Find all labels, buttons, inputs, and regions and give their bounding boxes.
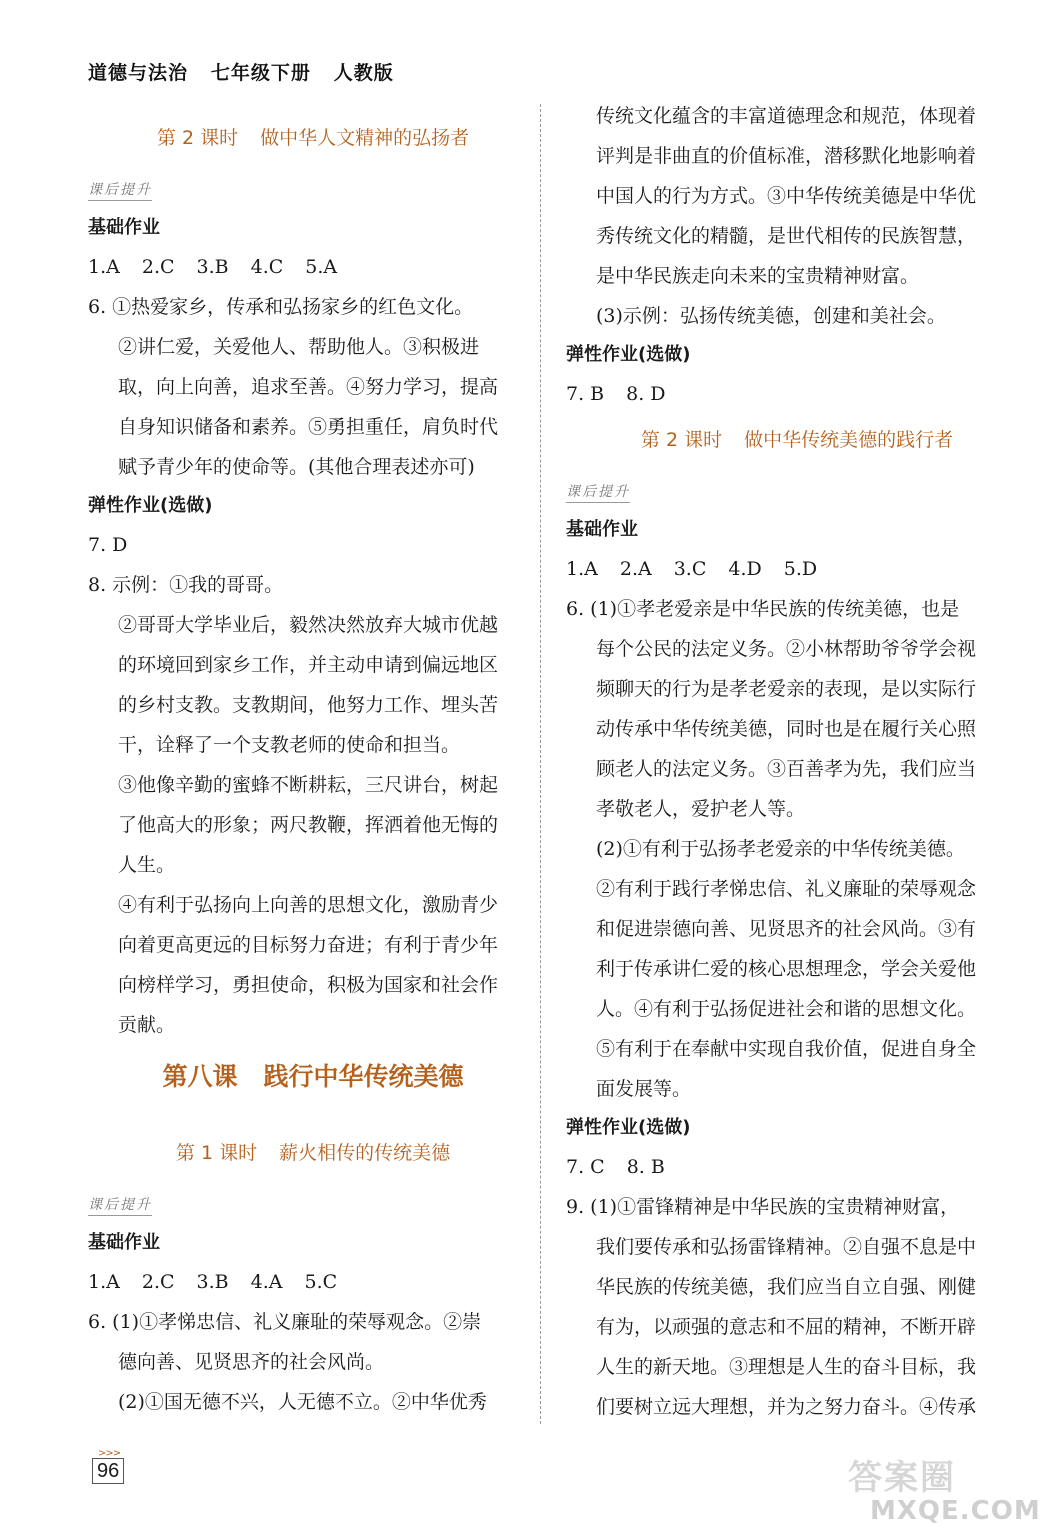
answer-line: 利于传承讲仁爱的核心思想理念，学会关爱他 [596,958,977,980]
answer-line: 8. 示例：①我的哥哥。 [88,574,284,596]
answer-line: ②有利于践行孝悌忠信、礼义廉耻的荣辱观念 [596,878,977,900]
answer-line: 赋予青少年的使命等。(其他合理表述亦可) [118,456,475,478]
answer: 1.A [88,256,120,278]
answer-line: 取，向上向善，追求至善。④努力学习，提高 [118,376,499,398]
answer: 4.D [728,558,762,580]
answer-line: ④有利于弘扬向上向善的思想文化，激励青少 [118,894,499,916]
answer-line: 顾老人的法定义务。③百善孝为先，我们应当 [596,758,977,780]
answer-line: 的环境回到家乡工作，并主动申请到偏远地区 [118,654,499,676]
answer-line: 6. (1)①孝老爱亲是中华民族的传统美德，也是 [566,598,960,620]
column-divider [540,104,541,1424]
lesson-heading [566,414,1028,476]
answer: 5.A [305,256,338,278]
section-heading-basic: 基础作业 [566,519,638,540]
answer: 7. B [566,383,605,405]
answer-line: 们要树立远大理想，并为之努力奋斗。④传承 [596,1396,977,1418]
answer-row [566,549,1028,589]
page-arrows-icon: >>> [98,1448,121,1459]
answer-line: 干，诠释了一个支教老师的使命和担当。 [118,734,461,756]
answer: 3.B [196,256,229,278]
answer: 8. D [626,383,666,405]
answer-line: 有为，以顽强的意志和不屈的精神，不断开辟 [596,1316,977,1338]
answer-line: ③他像辛勤的蜜蜂不断耕耘，三尺讲台，树起 [118,774,499,796]
answer-line: 了他高大的形象；两尺教鞭，挥洒着他无悔的 [118,814,499,836]
answer-line: 贡献。 [118,1014,176,1036]
chapter-title: 践行中华传统美德 [263,1062,464,1091]
answer-line: (3)示例：弘扬传统美德，创建和美社会。 [596,305,946,327]
answer-line: 传统文化蕴含的丰富道德理念和规范，体现着 [596,105,977,127]
lesson-title: 做中华人文精神的弘扬者 [260,127,470,149]
answer-line: 人生的新天地。③理想是人生的奋斗目标，我 [596,1356,977,1378]
page-number: 96 [92,1458,124,1484]
lesson-heading [88,112,538,174]
section-heading-elastic: 弹性作业(选做) [566,344,691,365]
watermark-logo: 答案圈 [848,1458,956,1498]
answer-line: 评判是非曲直的价值标准，潜移默化地影响着 [596,145,977,167]
answer-line: ②讲仁爱，关爱他人、帮助他人。③积极进 [118,336,480,358]
answer-row [566,1147,1028,1187]
lesson-title: 做中华传统美德的践行者 [744,429,954,451]
answer: 7. C [566,1156,605,1178]
answer-line: (2)①有利于弘扬孝老爱亲的中华传统美德。 [596,838,965,860]
answer-line: 是中华民族走向未来的宝贵精神财富。 [596,265,920,287]
answer-line: ⑤有利于在奉献中实现自我价值，促进自身全 [596,1038,977,1060]
answer-line: 6. (1)①孝悌忠信、礼义廉耻的荣辱观念。②崇 [88,1311,482,1333]
answer-line: 秀传统文化的精髓，是世代相传的民族智慧， [596,225,977,247]
answer: 1.A [88,1271,120,1293]
answer-line: 孝敬老人，爱护老人等。 [596,798,806,820]
answer-line: 面发展等。 [596,1078,692,1100]
answer: 5.D [783,558,818,580]
section-tag: 课后提升 [566,482,630,503]
lesson-number: 第 2 课时 [156,127,239,149]
chapter-heading [88,1045,538,1127]
section-tag: 课后提升 [88,1195,152,1216]
answer-line: 9. (1)①雷锋精神是中华民族的宝贵精神财富， [566,1196,960,1218]
answer-line: 人。④有利于弘扬促进社会和谐的思想文化。 [596,998,977,1020]
book-header: 道德与法治 七年级下册 人教版 [88,62,394,84]
watermark-url: MXQE.COM [870,1496,1041,1526]
answer-line: 频聊天的行为是孝老爱亲的表现，是以实际行 [596,678,977,700]
section-tag: 课后提升 [88,180,152,201]
answer-line: 向榜样学习，勇担使命，积极为国家和社会作 [118,974,499,996]
answer-line: 动传承中华传统美德，同时也是在履行关心照 [596,718,977,740]
answer-line: 7. D [88,534,128,556]
section-heading-elastic: 弹性作业(选做) [88,495,213,516]
chapter-number: 第八课 [162,1062,238,1091]
answer-line: 和促进崇德向善、见贤思齐的社会风尚。③有 [596,918,977,940]
answer-line: 中国人的行为方式。③中华传统美德是中华优 [596,185,977,207]
lesson-heading [88,1127,538,1189]
section-heading-basic: 基础作业 [88,217,160,238]
answer-line: 我们要传承和弘扬雷锋精神。②自强不息是中 [596,1236,977,1258]
answer-line: 6. ①热爱家乡，传承和弘扬家乡的红色文化。 [88,296,474,318]
answer: 4.A [250,1271,283,1293]
answer-line: 自身知识储备和素养。⑤勇担重任，肩负时代 [118,416,499,438]
section-heading-basic: 基础作业 [88,1232,160,1253]
answer-line: ②哥哥大学毕业后，毅然决然放弃大城市优越 [118,614,499,636]
answer-line: 向着更高更远的目标努力奋进；有利于青少年 [118,934,499,956]
answer: 3.C [673,558,707,580]
answer-line: 每个公民的法定义务。②小林帮助爷爷学会视 [596,638,977,660]
answer-row [88,247,538,287]
lesson-number: 第 1 课时 [175,1142,258,1164]
lesson-title: 薪火相传的传统美德 [279,1142,451,1164]
answer: 1.A [566,558,598,580]
answer: 4.C [250,256,284,278]
section-heading-elastic: 弹性作业(选做) [566,1117,691,1138]
answer: 2.C [141,1271,175,1293]
right-column [566,96,1028,1427]
answer-line: (2)①国无德不兴，人无德不立。②中华优秀 [118,1391,487,1413]
answer: 5.C [304,1271,338,1293]
left-column [88,112,538,1422]
answer-line: 华民族的传统美德，我们应当自立自强、刚健 [596,1276,977,1298]
answer-row [566,374,1028,414]
answer-line: 的乡村支教。支教期间，他努力工作、埋头苦 [118,694,499,716]
answer-line: 人生。 [118,854,176,876]
answer: 2.C [141,256,175,278]
answer-line: 德向善、见贤思齐的社会风尚。 [118,1351,385,1373]
answer: 2.A [619,558,652,580]
answer: 8. B [626,1156,665,1178]
answer-row [88,1262,538,1302]
answer: 3.B [196,1271,229,1293]
lesson-number: 第 2 课时 [640,429,723,451]
